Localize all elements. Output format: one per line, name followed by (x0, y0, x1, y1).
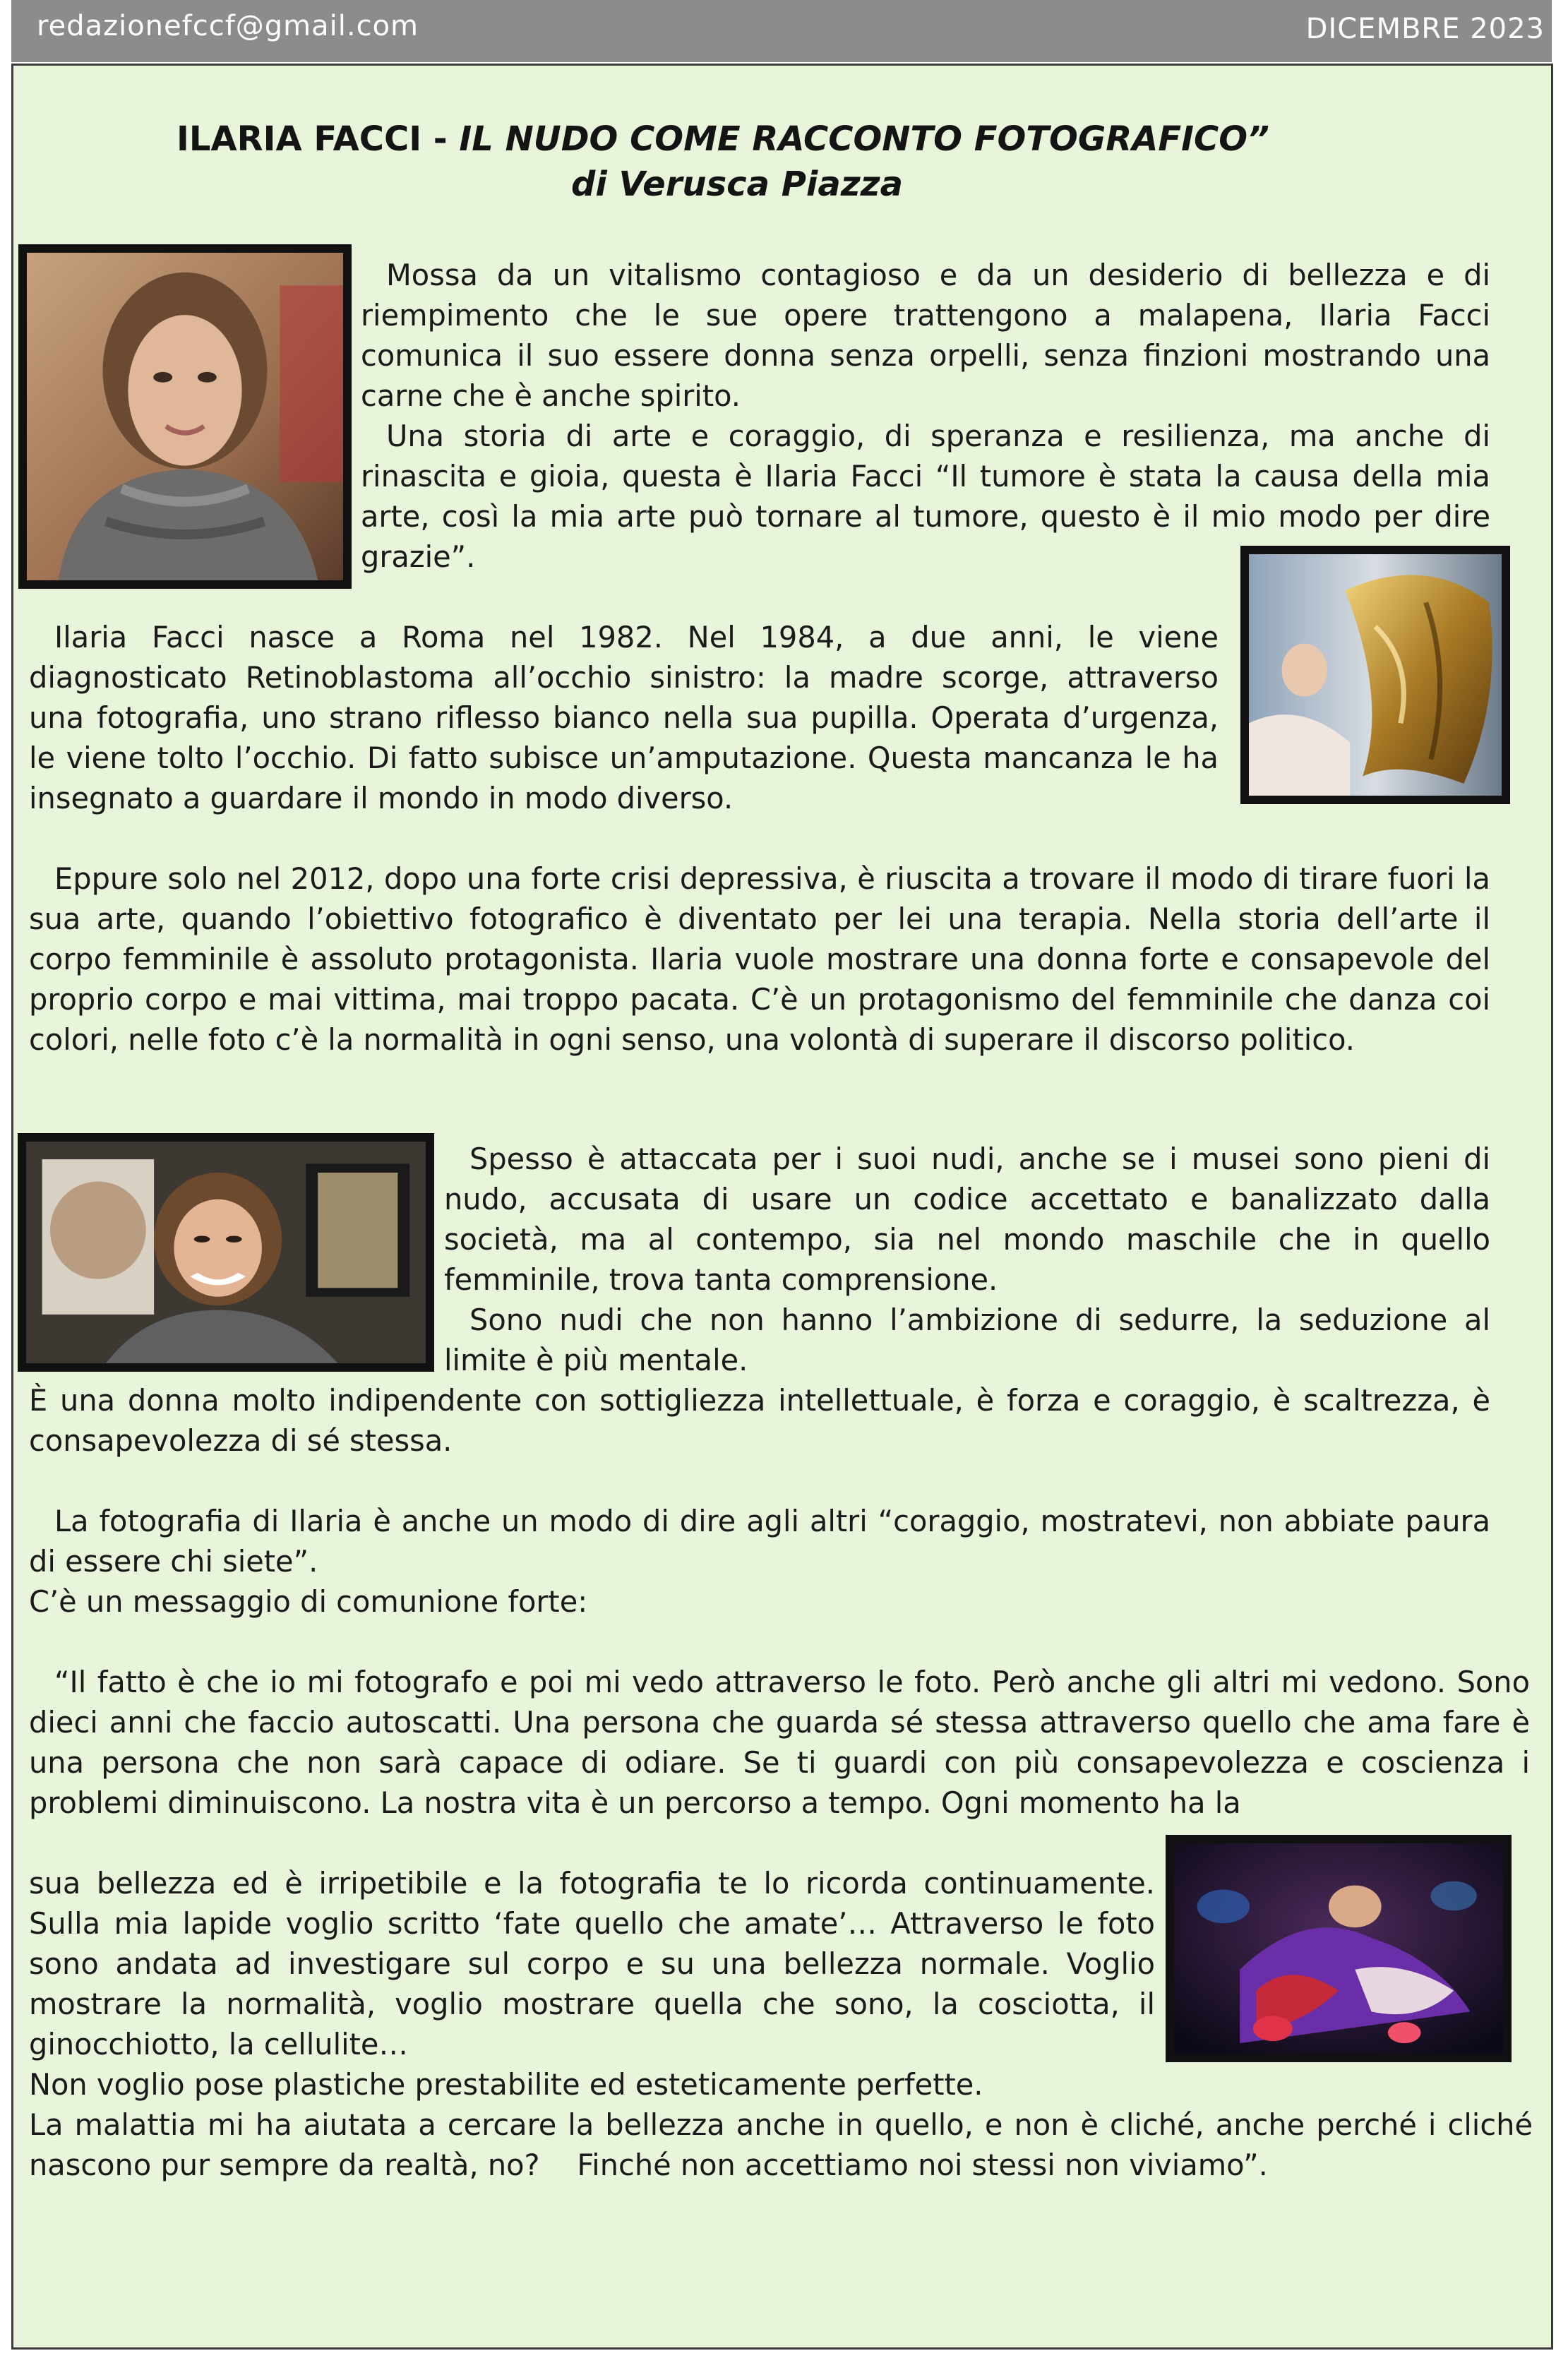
art-text (29, 858, 1490, 1060)
nudes-paragraph-2: Sono nudi che non hanno l’ambizione di sedurre, la seduzione al limite è più mentale. (444, 1303, 1490, 1377)
page-header (11, 0, 1552, 62)
quote-wrap-text (29, 1863, 1155, 2064)
title-italic: IL NUDO COME RACCONTO FOTOGRAFICO” (459, 119, 1269, 159)
art-paragraph: Eppure solo nel 2012, dopo una forte crisi depressiva, è riuscita a trovare il modo di tirare fuori la sua arte, quando l’obiettivo fotografico è diventato per lei una terapia. Nella storia dell’arte il corpo femminile è assoluto protagonista. Ilaria vuole mostrare una donna forte e consapevole del proprio corpo e mai vittima, mai troppo pacata. C’è un protagonismo del femminile che danza coi colori, nelle foto c’è la normalità in ogni senso, una volontà di superare il discorso politico. (29, 861, 1490, 1057)
intro-paragraph-2: Una storia di arte e coraggio, di speranza e resilienza, ma anche di rinascita e gioia, questa è Ilaria Facci “Il tumore è stata la causa della mia arte, così la mia arte può tornare al tumore, questo è il mio modo per dire grazie”. (361, 419, 1490, 574)
smiling-portrait-photo (18, 1133, 434, 1372)
quote-paragraph-1: “Il fatto è che io mi fotografo e poi mi vedo attraverso le foto. Però anche gli altri mi vedono. Sono dieci anni che faccio autoscatti. Una persona che guarda sé stessa attraverso quello che ama fare è una persona che non sarà capace di odiare. Se ti guardi con più consapevolezza e coscienza i problemi diminuiscono. La nostra vita è un percorso a tempo. Ogni momento ha la (29, 1665, 1530, 1820)
quote-paragraph-3: Non voglio pose plastiche prestabilite ed esteticamente perfette. (29, 2067, 983, 2102)
quote-paragraph-2: sua bellezza ed è irripetibile e la fotografia te lo ricorda continuamente. Sulla mia lapide voglio scritto ‘fate quello che amate’… Attraverso le foto sono andata ad investigare sul corpo e su una bellezza normale. Voglio mostrare la normalità, voglio mostrare quella che sono, la cosciotta, il ginocchiotto, la cellulite… (29, 1866, 1155, 2061)
golden-drape-photo (1240, 546, 1510, 804)
quote-paragraph-4: La malattia mi ha aiutata a cercare la bellezza anche in quello, e non è cliché, anche perché i cliché nascono pur sempre da realtà, no? Finché non accettiamo noi stessi non viviamo”. (29, 2107, 1533, 2182)
title-prefix: ILARIA FACCI - (176, 119, 460, 159)
intro-text (361, 255, 1490, 577)
bio-text (29, 617, 1219, 818)
message-paragraph-1: La fotografia di Ilaria è anche un modo di dire agli altri “coraggio, mostratevi, non abbiate paura di essere chi siete”. (29, 1504, 1490, 1579)
issue-date: DICEMBRE 2023 (1305, 13, 1545, 45)
article-title (13, 119, 1432, 159)
intro-paragraph-1: Mossa da un vitalismo contagioso e da un desiderio di bellezza e di riempimento che le sue opere trattengono a malapena, Ilaria Facci comunica il suo essere donna senza orpelli, senza finzioni mostrando una carne che è anche spirito. (361, 258, 1490, 413)
message-paragraph-2: C’è un messaggio di comunione forte: (29, 1584, 588, 1619)
bio-paragraph: Ilaria Facci nasce a Roma nel 1982. Nel 1984, a due anni, le viene diagnosticato Retinoblastoma all’occhio sinistro: la madre scorge, attraverso una fotografia, uno strano riflesso bianco nella sua pupilla. Operata d’urgenza, le viene tolto l’occhio. Di fatto subisce un’amputazione. Questa mancanza le ha insegnato a guardare il mondo in modo diverso. (29, 620, 1219, 815)
nudes-paragraph-1: Spesso è attaccata per i suoi nudi, anche se i musei sono pieni di nudo, accusata di usare un codice accettato e banalizzato dalla società, ma al contempo, sia nel mondo maschile che in quello femminile, trova tanta comprensione. (444, 1142, 1490, 1297)
article-frame (11, 64, 1553, 2350)
independence-text (29, 1380, 1530, 1823)
portrait-photo (18, 244, 352, 589)
colorful-composition-photo (1166, 1835, 1512, 2062)
nudes-paragraph-3: È una donna molto indipendente con sottigliezza intellettuale, è forza e coraggio, è scaltrezza, è consapevolezza di sé stessa. (29, 1383, 1490, 1458)
contact-email: redazionefccf@gmail.com (37, 10, 419, 42)
nudes-text (444, 1139, 1490, 1380)
quote-end-text (29, 2064, 1533, 2185)
article-byline: di Verusca Piazza (571, 164, 903, 204)
